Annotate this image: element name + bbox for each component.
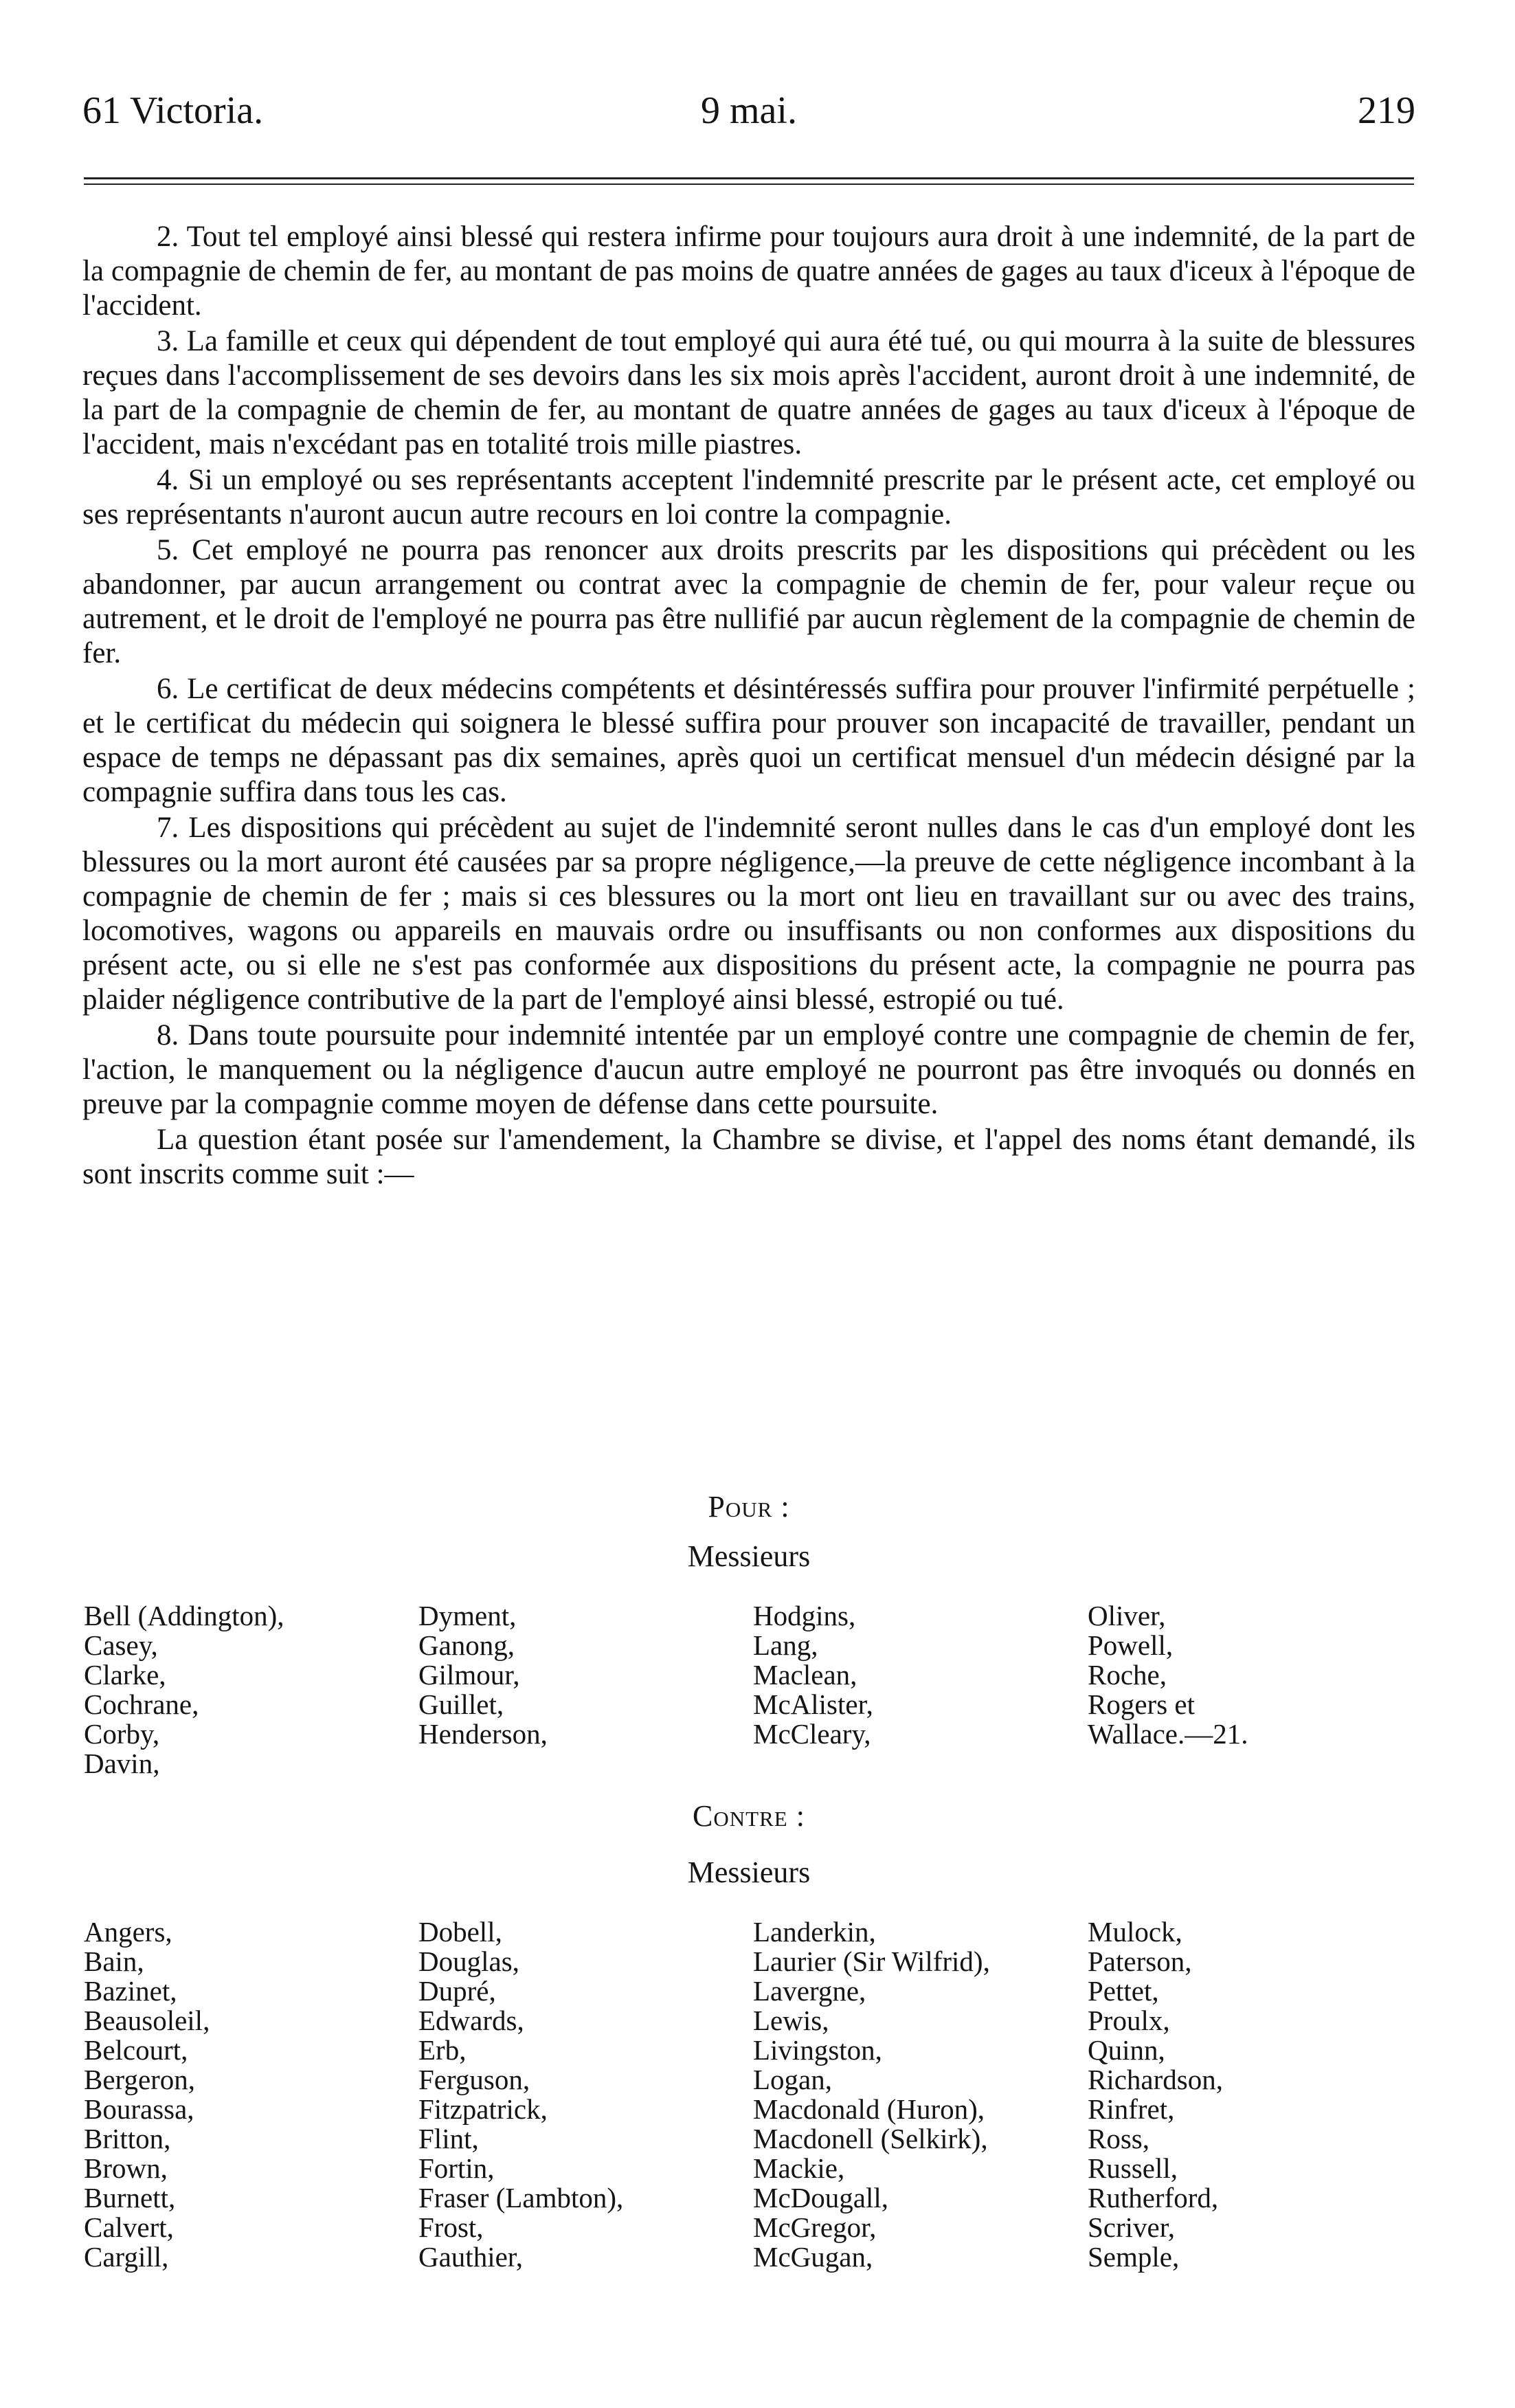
- pour-column-2: [418, 1601, 753, 1779]
- member-name: Laurier (Sir Wilfrid),: [753, 1946, 990, 1977]
- member-name: McGregor,: [753, 2211, 877, 2243]
- pour-messieurs: Messieurs: [687, 1539, 811, 1573]
- vote-intro: La question étant posée sur l'amendement, la Chambre se divise, et l'appel des noms étant demandé, ils sont inscrits comme suit :—: [82, 1124, 1415, 1190]
- member-name: Clarke,: [84, 1659, 166, 1691]
- contre-column-2: [418, 1917, 753, 2272]
- member-name: Livingston,: [753, 2034, 882, 2066]
- page-number: 219: [1358, 89, 1415, 132]
- member-name: Edwards,: [418, 2005, 524, 2036]
- member-name: Rutherford,: [1088, 2182, 1219, 2214]
- member-name: Corby,: [84, 1718, 160, 1750]
- paragraph-7: 7. Les dispositions qui précèdent au sujet de l'indemnité seront nulles dans le cas d'un employé dont les blessures ou la mort auront été causées par sa propre négligence,—la preuve de cette négligence incombant à la compagnie de chemin de fer ; mais si ces blessures ou la mort ont lieu en travaillant sur ou avec des trains, locomotives, wagons ou appareils en mauvais ordre ou insuffisants ou non conformes aux dispositions du présent acte, ou si elle ne s'est pas conformée aux dispositions du présent acte, la compagnie ne pourra pas plaider négligence contributive de la part de l'employé ainsi blessé, estropié ou tué.: [82, 812, 1415, 1016]
- member-name: Scriver,: [1088, 2211, 1176, 2243]
- member-name: Fraser (Lambton),: [418, 2182, 624, 2214]
- member-name: Bergeron,: [84, 2064, 196, 2095]
- member-name: Bain,: [84, 1946, 144, 1977]
- member-name: Mulock,: [1088, 1916, 1182, 1948]
- member-name: McDougall,: [753, 2182, 888, 2214]
- member-name: Calvert,: [84, 2211, 174, 2243]
- contre-column-1: [84, 1917, 418, 2272]
- contre-column-4: [1088, 1917, 1415, 2272]
- member-name: Lavergne,: [753, 1975, 866, 2007]
- running-head-left: 61 Victoria.: [82, 89, 264, 132]
- member-name: Britton,: [84, 2123, 171, 2154]
- member-name: Pettet,: [1088, 1975, 1159, 2007]
- member-name: Lang,: [753, 1629, 818, 1661]
- member-name: Flint,: [418, 2123, 479, 2154]
- member-name: Roche,: [1088, 1659, 1167, 1691]
- member-name: Richardson,: [1088, 2064, 1223, 2095]
- member-name: McGugan,: [753, 2241, 873, 2273]
- member-name: Dobell,: [418, 1916, 502, 1948]
- member-name: Dyment,: [418, 1600, 517, 1631]
- header-rule-bottom: [84, 183, 1414, 185]
- member-name: Ferguson,: [418, 2064, 530, 2095]
- member-name: Gauthier,: [418, 2241, 524, 2273]
- paragraph-8: 8. Dans toute poursuite pour indemnité intentée par un employé contre une compagnie de chemin de fer, l'action, le manquement ou la négligence d'aucun autre employé ne pourront pas être invoqués ou donnés en preuve par la compagnie comme moyen de défense dans cette poursuite.: [82, 1019, 1415, 1120]
- member-name: Oliver,: [1088, 1600, 1166, 1631]
- contre-name-list: [84, 1917, 1415, 2272]
- paragraph-2: 2. Tout tel employé ainsi blessé qui restera infirme pour toujours aura droit à une indemnité, de la part de la compagnie de chemin de fer, au montant de pas moins de quatre années de gages au taux d'iceux à l'époque de l'accident.: [82, 221, 1415, 322]
- member-name: McAlister,: [753, 1688, 873, 1720]
- member-name: Russell,: [1088, 2152, 1178, 2184]
- member-name: Logan,: [753, 2064, 832, 2095]
- member-name: Burnett,: [84, 2182, 176, 2214]
- pour-name-list: [84, 1601, 1415, 1779]
- member-name: Davin,: [84, 1748, 160, 1779]
- member-name: Ross,: [1088, 2123, 1150, 2154]
- pour-column-4: [1088, 1601, 1415, 1779]
- member-name: Maclean,: [753, 1659, 857, 1691]
- member-name: Powell,: [1088, 1629, 1174, 1661]
- member-name: Brown,: [84, 2152, 168, 2184]
- member-name: Rogers et: [1088, 1688, 1195, 1720]
- pour-heading: Pour :: [708, 1490, 790, 1524]
- member-name: Belcourt,: [84, 2034, 188, 2066]
- member-name: Rinfret,: [1088, 2093, 1175, 2125]
- contre-heading: Contre :: [693, 1799, 805, 1833]
- running-head-date: 9 mai.: [701, 89, 797, 132]
- member-name: Semple,: [1088, 2241, 1180, 2273]
- member-name: Ganong,: [418, 1629, 515, 1661]
- pour-column-3: [753, 1601, 1088, 1779]
- member-name: Bazinet,: [84, 1975, 177, 2007]
- member-name: Bourassa,: [84, 2093, 194, 2125]
- member-name: Proulx,: [1088, 2005, 1170, 2036]
- member-name: Macdonald (Huron),: [753, 2093, 985, 2125]
- member-name: Gilmour,: [418, 1659, 520, 1691]
- member-name: Fitzpatrick,: [418, 2093, 548, 2125]
- member-name: Erb,: [418, 2034, 467, 2066]
- member-name: Henderson,: [418, 1718, 548, 1750]
- member-name: Wallace.—21.: [1088, 1718, 1248, 1750]
- contre-messieurs: Messieurs: [687, 1855, 811, 1889]
- member-name: Hodgins,: [753, 1600, 856, 1631]
- member-name: Cochrane,: [84, 1688, 199, 1720]
- member-name: Mackie,: [753, 2152, 845, 2184]
- contre-column-3: [753, 1917, 1088, 2272]
- paragraph-3: 3. La famille et ceux qui dépendent de tout employé qui aura été tué, ou qui mourra à la suite de blessures reçues dans l'accomplissement de ses devoirs dans les six mois après l'accident, auront droit à une indemnité, de la part de la compagnie de chemin de fer, au montant de quatre années de gages au taux d'iceux à l'époque de l'accident, mais n'excédant pas en totalité trois mille piastres.: [82, 325, 1415, 460]
- member-name: Lewis,: [753, 2005, 829, 2036]
- member-name: Paterson,: [1088, 1946, 1192, 1977]
- member-name: Angers,: [84, 1916, 172, 1948]
- pour-column-1: [84, 1601, 418, 1779]
- paragraph-4: 4. Si un employé ou ses représentants acceptent l'indemnité prescrite par le présent acte, cet employé ou ses représentants n'auront aucun autre recours en loi contre la compagnie.: [82, 464, 1415, 531]
- member-name: Douglas,: [418, 1946, 519, 1977]
- member-name: Landerkin,: [753, 1916, 876, 1948]
- paragraph-6: 6. Le certificat de deux médecins compétents et désintéressés suffira pour prouver l'infirmité perpétuelle ; et le certificat du médecin qui soignera le blessé suffira pour prouver son incapacité de travailler, pendant un espace de temps ne dépassant pas dix semaines, après quoi un certificat mensuel d'un médecin désigné par la compagnie suffira dans tous les cas.: [82, 673, 1415, 808]
- header-rule-top: [84, 177, 1414, 179]
- member-name: Cargill,: [84, 2241, 169, 2273]
- member-name: Bell (Addington),: [84, 1600, 284, 1631]
- member-name: Macdonell (Selkirk),: [753, 2123, 988, 2154]
- member-name: McCleary,: [753, 1718, 871, 1750]
- member-name: Quinn,: [1088, 2034, 1165, 2066]
- member-name: Frost,: [418, 2211, 484, 2243]
- member-name: Dupré,: [418, 1975, 496, 2007]
- member-name: Guillet,: [418, 1688, 504, 1720]
- member-name: Beausoleil,: [84, 2005, 210, 2036]
- paragraph-5: 5. Cet employé ne pourra pas renoncer aux droits prescrits par les dispositions qui précèdent ou les abandonner, par aucun arrangement ou contrat avec la compagnie de chemin de fer, pour valeur reçue ou autrement, et le droit de l'employé ne pourra pas être nullifié par aucun règlement de la compagnie de chemin de fer.: [82, 534, 1415, 669]
- member-name: Fortin,: [418, 2152, 495, 2184]
- member-name: Casey,: [84, 1629, 158, 1661]
- body-text: [82, 220, 1415, 1193]
